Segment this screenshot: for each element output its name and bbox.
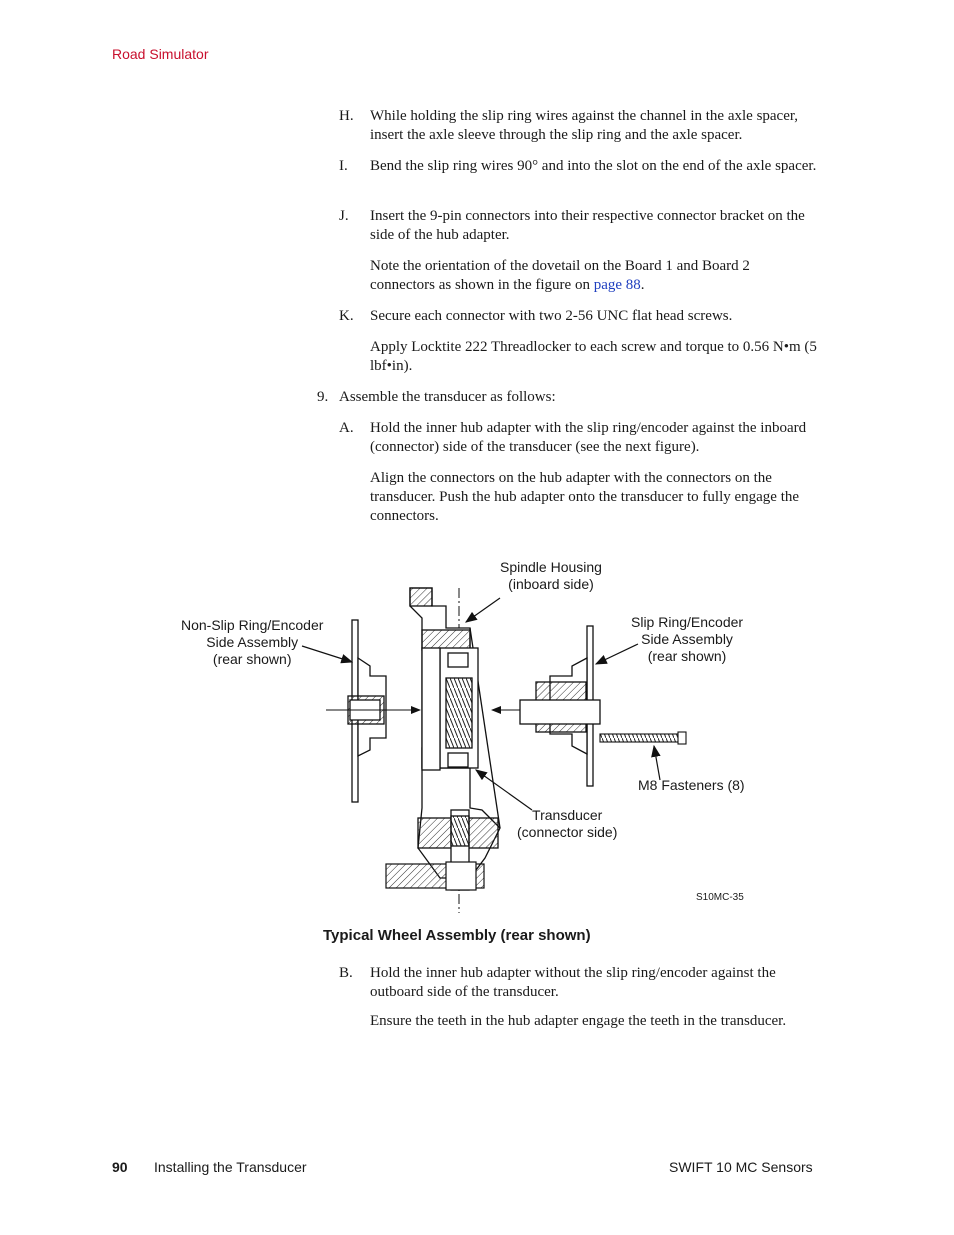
- wheel-assembly-figure: [170, 548, 770, 918]
- step-text: While holding the slip ring wires against the channel in the axle spacer, insert the axle sleeve through the slip ring and the axle spacer.: [370, 108, 799, 143]
- step-label: H.: [339, 108, 354, 124]
- nonslip-line3: (rear shown): [212, 651, 292, 667]
- footer-product: SWIFT 10 MC Sensors: [669, 1159, 813, 1175]
- step-text: Assemble the transducer as follows:: [339, 389, 556, 405]
- note-text: Note the orientation of the dovetail on the Board 1 and Board 2 connectors as shown in the figure on: [370, 258, 750, 293]
- slip-line1: Slip Ring/Encoder: [631, 614, 744, 630]
- wheel-base: [386, 862, 484, 890]
- m8-fastener: [600, 732, 686, 744]
- non-slip-assembly: [326, 620, 420, 802]
- slip-line2: Side Assembly: [641, 631, 733, 647]
- non-slip-label: [181, 617, 323, 668]
- nonslip-line2: Side Assembly: [206, 634, 299, 650]
- step-label: J.: [339, 208, 349, 224]
- nonslip-line1: Non-Slip Ring/Encoder: [181, 617, 324, 633]
- note-k: Apply Locktite 222 Threadlocker to each screw and torque to 0.56 N•m (5 lbf•in).: [370, 339, 817, 374]
- step-label: K.: [339, 308, 354, 324]
- transducer-line1: Transducer: [532, 807, 603, 823]
- step-text: Secure each connector with two 2-56 UNC flat head screws.: [370, 308, 733, 324]
- spindle-housing: [410, 588, 500, 890]
- step-h: [339, 107, 819, 147]
- slip-line3: (rear shown): [647, 648, 727, 664]
- figure-id: S10MC-35: [696, 892, 744, 903]
- spindle-line1: Spindle Housing: [500, 559, 602, 575]
- slip-ring-label: [631, 614, 743, 665]
- step-k: [339, 307, 819, 327]
- note-text-end: .: [640, 277, 645, 293]
- spindle-housing-label: [500, 559, 602, 593]
- step-text: Hold the inner hub adapter with the slip ring/encoder against the inboard (connector) side of the transducer (see the next figure).: [370, 420, 807, 455]
- fasteners-label: M8 Fasteners (8): [638, 777, 745, 793]
- step-label: B.: [339, 965, 353, 981]
- transducer-label: [517, 807, 617, 841]
- step-a: [339, 419, 819, 459]
- note-a: Align the connectors on the hub adapter with the connectors on the transducer. Push the hub adapter onto the transducer to fully engage the connectors.: [370, 470, 800, 524]
- transducer-line2: (connector side): [517, 824, 618, 840]
- slip-ring-assembly: [492, 626, 600, 786]
- step-text: Bend the slip ring wires 90° and into the slot on the end of the axle spacer.: [370, 158, 817, 174]
- figure-caption: Typical Wheel Assembly (rear shown): [323, 927, 591, 944]
- step-i: [339, 157, 819, 197]
- step-label: A.: [339, 420, 354, 436]
- running-header: Road Simulator: [112, 46, 209, 62]
- page-88-link[interactable]: page 88: [593, 277, 641, 293]
- step-b: [339, 964, 819, 1004]
- page-number: 90: [112, 1159, 128, 1175]
- note-j: [370, 257, 818, 295]
- spindle-line2: (inboard side): [508, 576, 594, 592]
- step-text: Insert the 9-pin connectors into their respective connector bracket on the side of the hub adapter.: [370, 208, 805, 243]
- footer-chapter: Installing the Transducer: [154, 1159, 307, 1175]
- step-label: 9.: [317, 389, 329, 405]
- step-9: [317, 388, 817, 408]
- step-j: [339, 207, 819, 247]
- note-b: Ensure the teeth in the hub adapter engage the teeth in the transducer.: [370, 1013, 787, 1029]
- step-text: Hold the inner hub adapter without the slip ring/encoder against the outboard side of the transducer.: [370, 965, 776, 1000]
- wheel-assembly-drawing: [170, 548, 770, 918]
- step-label: I.: [339, 158, 348, 174]
